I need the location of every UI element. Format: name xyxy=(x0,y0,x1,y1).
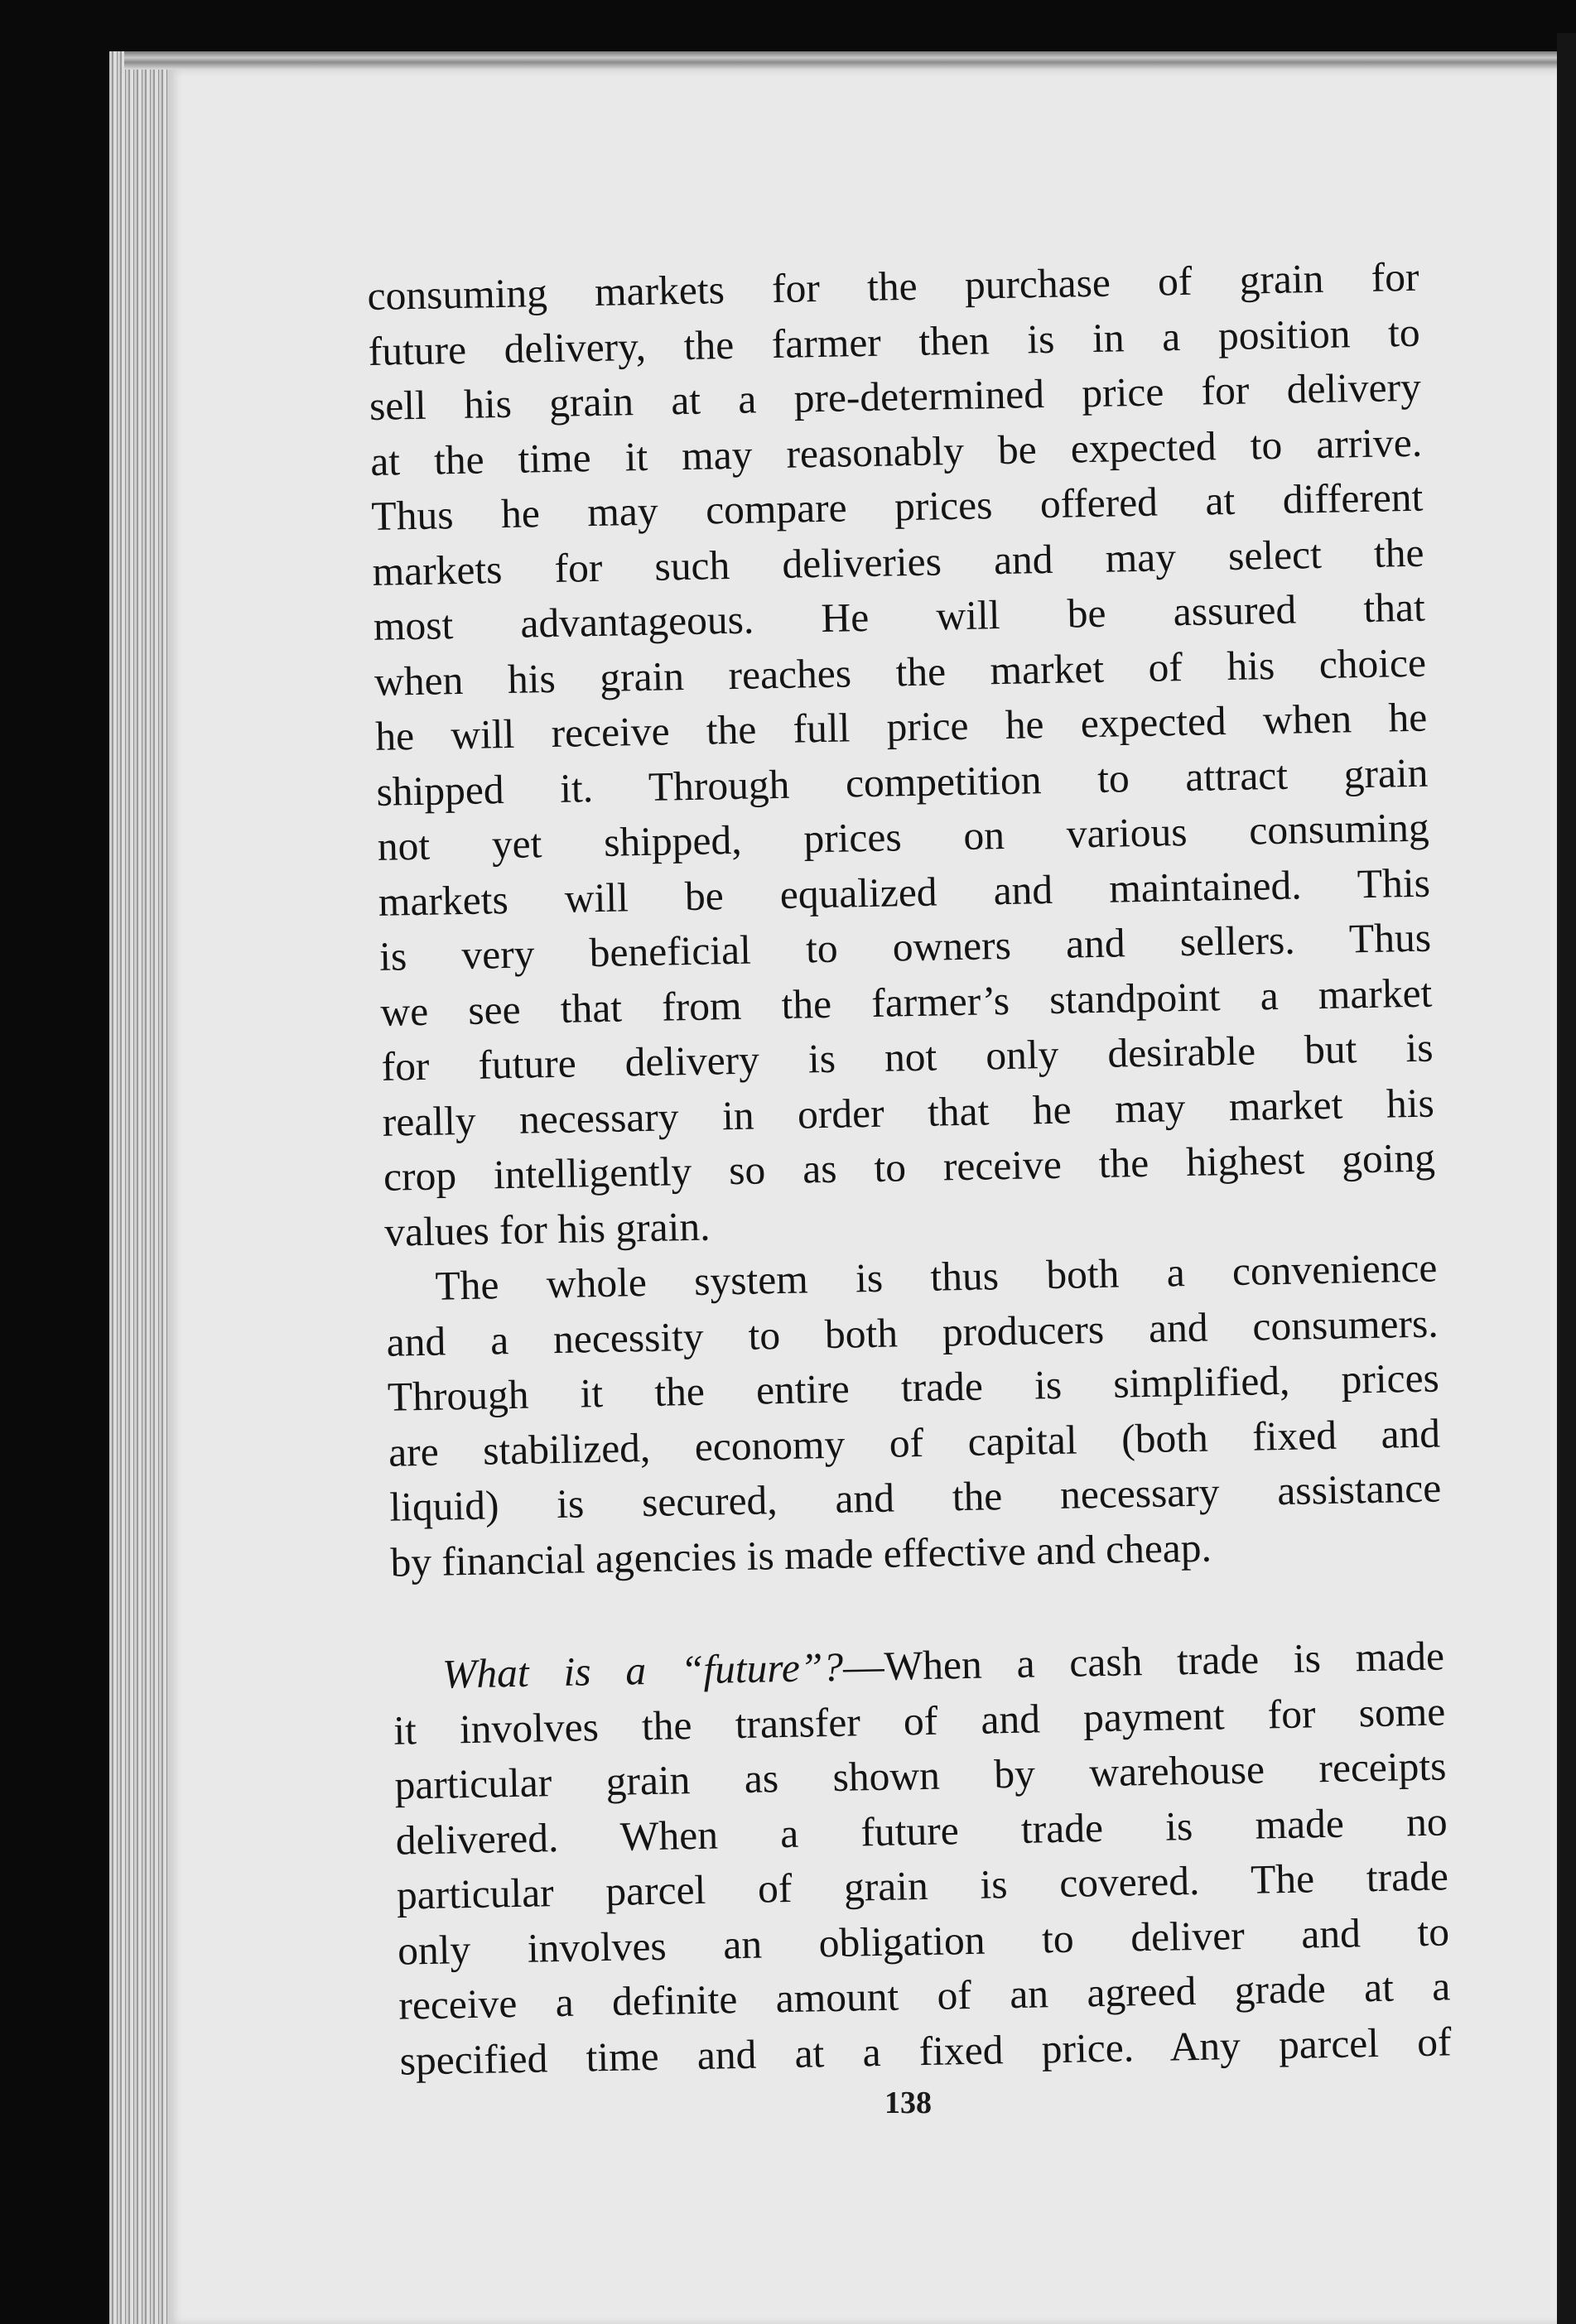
text-line: when his grain reaches the market of his choice xyxy=(374,639,1427,705)
section-heading-future: What is a “future”? xyxy=(441,1643,844,1697)
text-line: most advantageous. He will be assured that xyxy=(373,584,1426,649)
text-line: receive a definite amount of an agreed grade at a xyxy=(398,1963,1451,2028)
text-line: delivered. When a future trade is made no xyxy=(395,1797,1448,1864)
text-line: crop intelligently so as to receive the highest going xyxy=(383,1134,1436,1200)
text-line: particular grain as shown by warehouse receipts xyxy=(394,1743,1447,1808)
paragraph-2 xyxy=(385,1241,1443,1590)
text-line: consuming markets for the purchase of grain for xyxy=(367,253,1419,319)
text-line: markets for such deliveries and may select the xyxy=(372,529,1424,594)
text-line: particular parcel of grain is covered. The trade xyxy=(396,1853,1449,1918)
scan-right-border xyxy=(1557,33,1576,2324)
text-line: we see that from the farmer’s standpoint a market xyxy=(379,970,1433,1035)
text-line: future delivery, the farmer then is in a position to xyxy=(368,309,1421,374)
paragraph-1 xyxy=(367,250,1437,1260)
text-line: Through it the entire trade is simplified, prices xyxy=(387,1354,1440,1420)
text-line: are stabilized, economy of capital (both fixed and xyxy=(388,1409,1441,1475)
text-line: is very beneficial to owners and sellers. Thus xyxy=(378,914,1432,979)
text-line: shipped it. Through competition to attract grain xyxy=(376,749,1429,815)
text-line: only involves an obligation to deliver and to xyxy=(397,1908,1450,1974)
text-line: for future delivery is not only desirable but is xyxy=(381,1024,1434,1090)
text-line: it involves the transfer of and payment for some xyxy=(393,1687,1446,1754)
text-line: not yet shipped, prices on various consuming xyxy=(377,804,1430,869)
text-line: at the time it may reasonably be expected to arrive. xyxy=(369,419,1423,484)
page-body-text xyxy=(367,250,1452,2089)
paragraph-3 xyxy=(393,1629,1453,2088)
text-fragment: —When a cash trade is made xyxy=(842,1633,1445,1690)
text-line: The whole system is thus both a convenience xyxy=(435,1244,1438,1309)
text-line: Thus he may compare prices offered at different xyxy=(370,474,1424,539)
book-page-edges xyxy=(109,51,176,2324)
text-line: and a necessity to both producers and consumers. xyxy=(386,1300,1439,1365)
text-line: sell his grain at a pre-determined price for delivery xyxy=(369,363,1422,429)
book-top-edge xyxy=(124,51,1557,70)
text-line: markets will be equalized and maintained. This xyxy=(378,859,1431,925)
page-number: 138 xyxy=(884,2086,932,2120)
text-line: values for his grain. xyxy=(383,1203,711,1255)
text-line: specified time and at a fixed price. Any parcel of xyxy=(399,2018,1452,2084)
text-line: by financial agencies is made effective and cheap. xyxy=(390,1524,1212,1585)
text-line: really necessary in order that he may market his xyxy=(382,1080,1435,1145)
text-line: he will receive the full price he expected when he xyxy=(374,694,1428,759)
text-line: liquid) is secured, and the necessary assistance xyxy=(388,1465,1442,1530)
